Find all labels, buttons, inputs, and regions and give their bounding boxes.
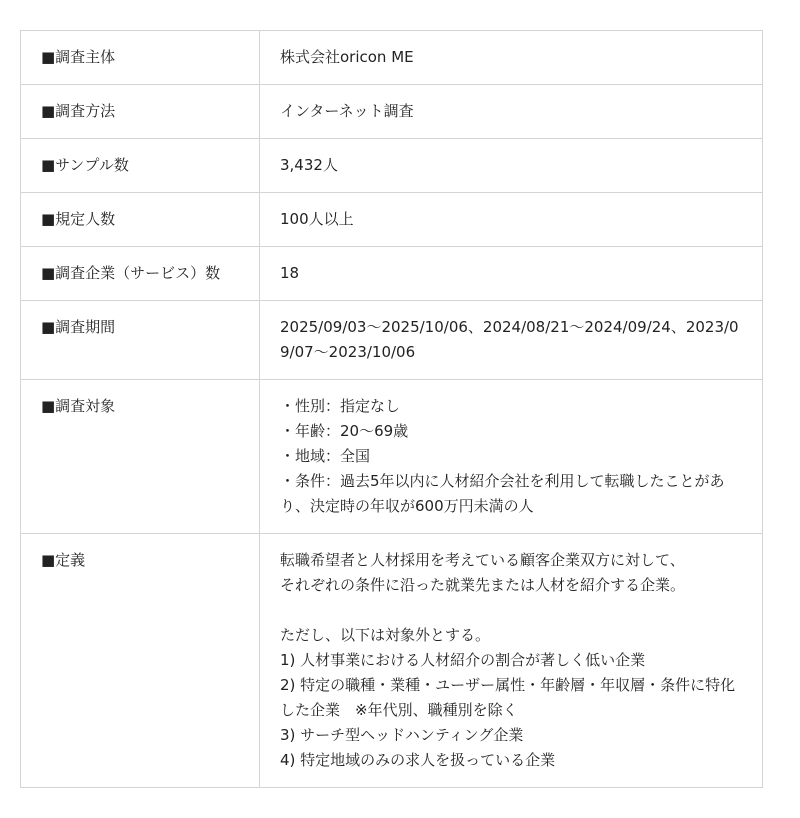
value-line: 4) 特定地域のみの求人を扱っている企業 [280, 751, 556, 769]
value-line: 3) サーチ型ヘッドハンティング企業 [280, 726, 524, 744]
row-value [260, 31, 763, 85]
value-line: ただし、以下は対象外とする。 [280, 626, 491, 644]
survey-info-table [20, 30, 763, 788]
row-value [260, 139, 763, 193]
value-line: ・条件：過去5年以内に人材紹介会社を利用して転職したことがあり、決定時の年収が600万円未満の人 [280, 472, 725, 515]
row-value [260, 247, 763, 301]
row-label: ■サンプル数 [21, 139, 260, 193]
value-line: ・地域：全国 [280, 447, 371, 465]
value-line: 転職希望者と人材採用を考えている顧客企業双方に対して、 [280, 551, 685, 569]
table-row [21, 31, 763, 85]
value-line: 1) 人材事業における人材紹介の割合が著しく低い企業 [280, 651, 646, 669]
row-value [260, 85, 763, 139]
value-line: 株式会社oricon ME [280, 48, 414, 66]
value-line: 18 [280, 264, 300, 282]
row-label: ■調査期間 [21, 301, 260, 380]
row-value [260, 534, 763, 788]
value-line: ・年齢：20〜69歳 [280, 422, 409, 440]
row-value [260, 301, 763, 380]
row-label: ■調査方法 [21, 85, 260, 139]
row-label: ■規定人数 [21, 193, 260, 247]
value-line: 2025/09/03〜2025/10/06、2024/08/21〜2024/09/24、2023/09/07〜2023/10/06 [280, 318, 739, 361]
table-row [21, 301, 763, 380]
row-label: ■調査対象 [21, 380, 260, 534]
value-line: ・性別：指定なし [280, 397, 401, 415]
value-line: インターネット調査 [280, 102, 414, 120]
row-label: ■調査主体 [21, 31, 260, 85]
table-row [21, 247, 763, 301]
value-line: それぞれの条件に沿った就業先または人材を紹介する企業。 [280, 576, 686, 594]
row-value [260, 380, 763, 534]
table-row [21, 85, 763, 139]
value-line: 3,432人 [280, 156, 338, 174]
value-line: 100人以上 [280, 210, 354, 228]
row-label: ■調査企業（サービス）数 [21, 247, 260, 301]
table-row [21, 139, 763, 193]
table-row [21, 534, 763, 788]
value-line: 2) 特定の職種・業種・ユーザー属性・年齢層・年収層・条件に特化した企業 ※年代別、職種別を除く [280, 676, 736, 719]
table-row [21, 380, 763, 534]
row-value [260, 193, 763, 247]
value-line [280, 598, 742, 623]
row-label: ■定義 [21, 534, 260, 788]
table-row [21, 193, 763, 247]
